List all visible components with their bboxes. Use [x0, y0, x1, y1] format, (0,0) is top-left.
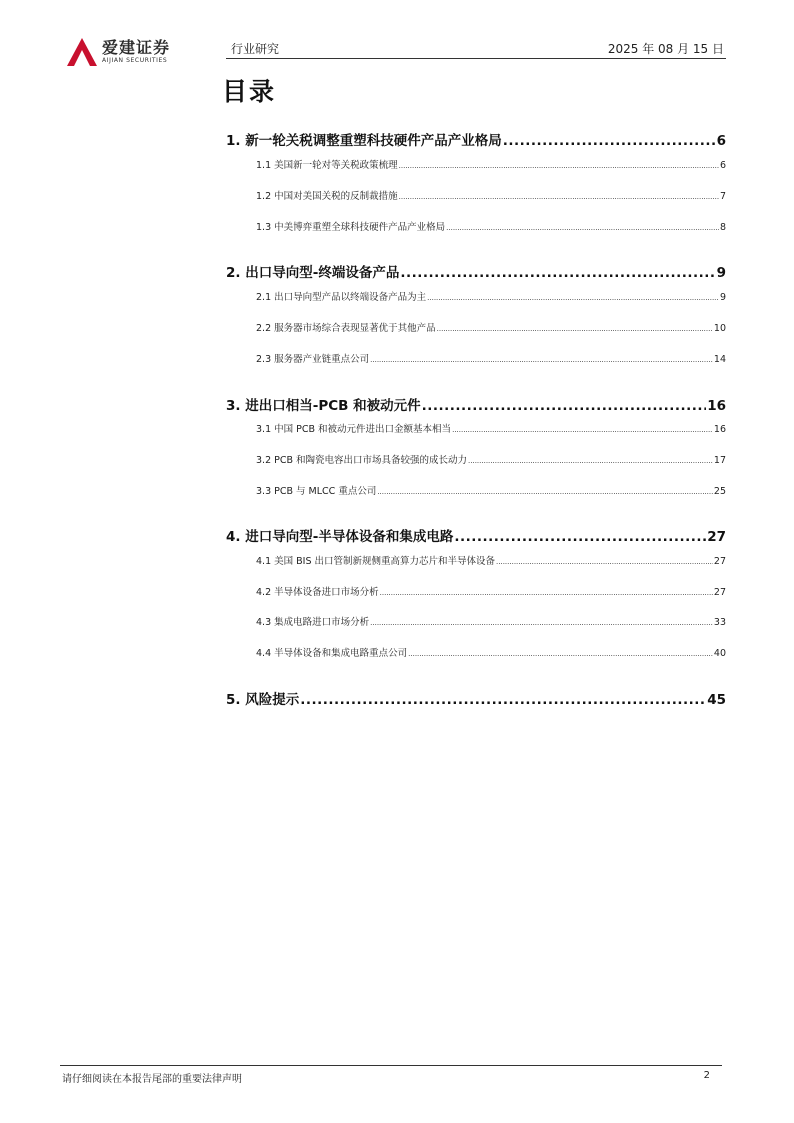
- toc-subsection-label: 2.1 出口导向型产品以终端设备产品为主: [256, 292, 427, 303]
- toc-subsection-label: 1.2 中国对美国关税的反制裁措施: [256, 191, 398, 202]
- toc-page-number: 40: [713, 648, 726, 659]
- toc-subsection-label: 4.1 美国 BIS 出口管制新规侧重高算力芯片和半导体设备: [256, 556, 496, 567]
- footer-divider: [60, 1065, 722, 1066]
- toc-section-1[interactable]: [226, 129, 726, 149]
- toc-page-number: 25: [713, 486, 726, 497]
- toc-subsection-label: 3.3 PCB 与 MLCC 重点公司: [256, 486, 377, 497]
- toc-subsection-3-2[interactable]: [226, 452, 726, 466]
- toc-leader-dots: [408, 650, 713, 658]
- header-divider: [226, 58, 726, 59]
- logo-emblem-icon: [66, 37, 98, 67]
- toc-subsection-1-3[interactable]: [226, 219, 726, 233]
- toc-subsection-4-1[interactable]: [226, 553, 726, 567]
- legal-disclaimer: 请仔细阅读在本报告尾部的重要法律声明: [62, 1074, 242, 1085]
- toc-leader-dots: [300, 692, 706, 708]
- toc-page-number: 16: [707, 398, 726, 414]
- toc-subsection-1-1[interactable]: [226, 157, 726, 171]
- toc-subsection-4-3[interactable]: [226, 614, 726, 628]
- toc-subsection-2-3[interactable]: [226, 351, 726, 365]
- toc-subsection-label: 2.3 服务器产业链重点公司: [256, 354, 370, 365]
- toc-leader-dots: [400, 265, 715, 281]
- toc-page-number: 7: [719, 191, 726, 202]
- toc-page-number: 27: [707, 529, 726, 545]
- toc-page-number: 27: [713, 556, 726, 567]
- toc-page-number: 9: [716, 265, 726, 281]
- toc-subsection-label: 4.4 半导体设备和集成电路重点公司: [256, 648, 408, 659]
- toc-section-2[interactable]: [226, 261, 726, 281]
- report-date: 2025 年 08 月 15 日: [607, 42, 724, 56]
- toc-leader-dots: [399, 162, 719, 170]
- brand-name-en: AIJIAN SECURITIES: [102, 57, 168, 64]
- toc-subsection-2-2[interactable]: [226, 320, 726, 334]
- toc-page-number: 14: [713, 354, 726, 365]
- toc-subsection-label: 4.2 半导体设备进口市场分析: [256, 587, 379, 598]
- report-category: 行业研究: [231, 42, 280, 56]
- toc-page-number: 6: [716, 133, 726, 149]
- toc-leader-dots: [380, 589, 713, 597]
- toc-page-number: 9: [719, 292, 726, 303]
- toc-section-5[interactable]: [226, 688, 726, 708]
- toc-subsection-label: 3.1 中国 PCB 和被动元件进出口金额基本相当: [256, 424, 452, 435]
- toc-page-number: 27: [713, 587, 726, 598]
- toc-subsection-label: 4.3 集成电路进口市场分析: [256, 617, 370, 628]
- toc-section-3[interactable]: [226, 394, 726, 414]
- toc-leader-dots: [422, 398, 707, 414]
- toc-page-number: 10: [713, 323, 726, 334]
- toc-leader-dots: [468, 457, 713, 465]
- toc-leader-dots: [370, 356, 713, 364]
- toc-subsection-2-1[interactable]: [226, 289, 726, 303]
- toc-subsection-3-3[interactable]: [226, 483, 726, 497]
- toc-section-label: 2. 出口导向型-终端设备产品: [226, 265, 400, 281]
- toc-leader-dots: [427, 294, 719, 302]
- toc-page-number: 8: [719, 222, 726, 233]
- toc-leader-dots: [452, 426, 713, 434]
- toc-leader-dots: [377, 488, 713, 496]
- brand-name-cn: 爱建证券: [102, 38, 171, 57]
- toc-subsection-1-2[interactable]: [226, 188, 726, 202]
- toc-subsection-label: 1.1 美国新一轮对等关税政策梳理: [256, 160, 398, 171]
- toc-subsection-4-2[interactable]: [226, 584, 726, 598]
- toc-section-label: 3. 进出口相当-PCB 和被动元件: [226, 398, 421, 414]
- toc-leader-dots: [437, 325, 713, 333]
- toc-subsection-label: 2.2 服务器市场综合表现显著优于其他产品: [256, 323, 436, 334]
- toc-section-label: 1. 新一轮关税调整重塑科技硬件产品产业格局: [226, 133, 502, 149]
- company-logo: [66, 36, 196, 68]
- toc-page-number: 33: [713, 617, 726, 628]
- toc-section-label: 5. 风险提示: [226, 692, 300, 708]
- toc-leader-dots: [496, 558, 713, 566]
- toc-page-number: 16: [713, 424, 726, 435]
- toc-subsection-label: 3.2 PCB 和陶瓷电容出口市场具备较强的成长动力: [256, 455, 468, 466]
- toc-section-label: 4. 进口导向型-半导体设备和集成电路: [226, 529, 454, 545]
- toc-subsection-4-4[interactable]: [226, 645, 726, 659]
- page-title: 目录: [222, 77, 277, 106]
- toc-page-number: 17: [713, 455, 726, 466]
- toc-page-number: 45: [707, 692, 726, 708]
- toc-subsection-label: 1.3 中美博弈重塑全球科技硬件产品产业格局: [256, 222, 446, 233]
- toc-leader-dots: [503, 133, 716, 149]
- toc-leader-dots: [370, 619, 713, 627]
- toc-leader-dots: [446, 224, 719, 232]
- toc-section-4[interactable]: [226, 525, 726, 545]
- toc-page-number: 6: [719, 160, 726, 171]
- toc-leader-dots: [399, 193, 719, 201]
- toc-leader-dots: [454, 529, 706, 545]
- page-number: 2: [703, 1070, 710, 1081]
- toc-subsection-3-1[interactable]: [226, 421, 726, 435]
